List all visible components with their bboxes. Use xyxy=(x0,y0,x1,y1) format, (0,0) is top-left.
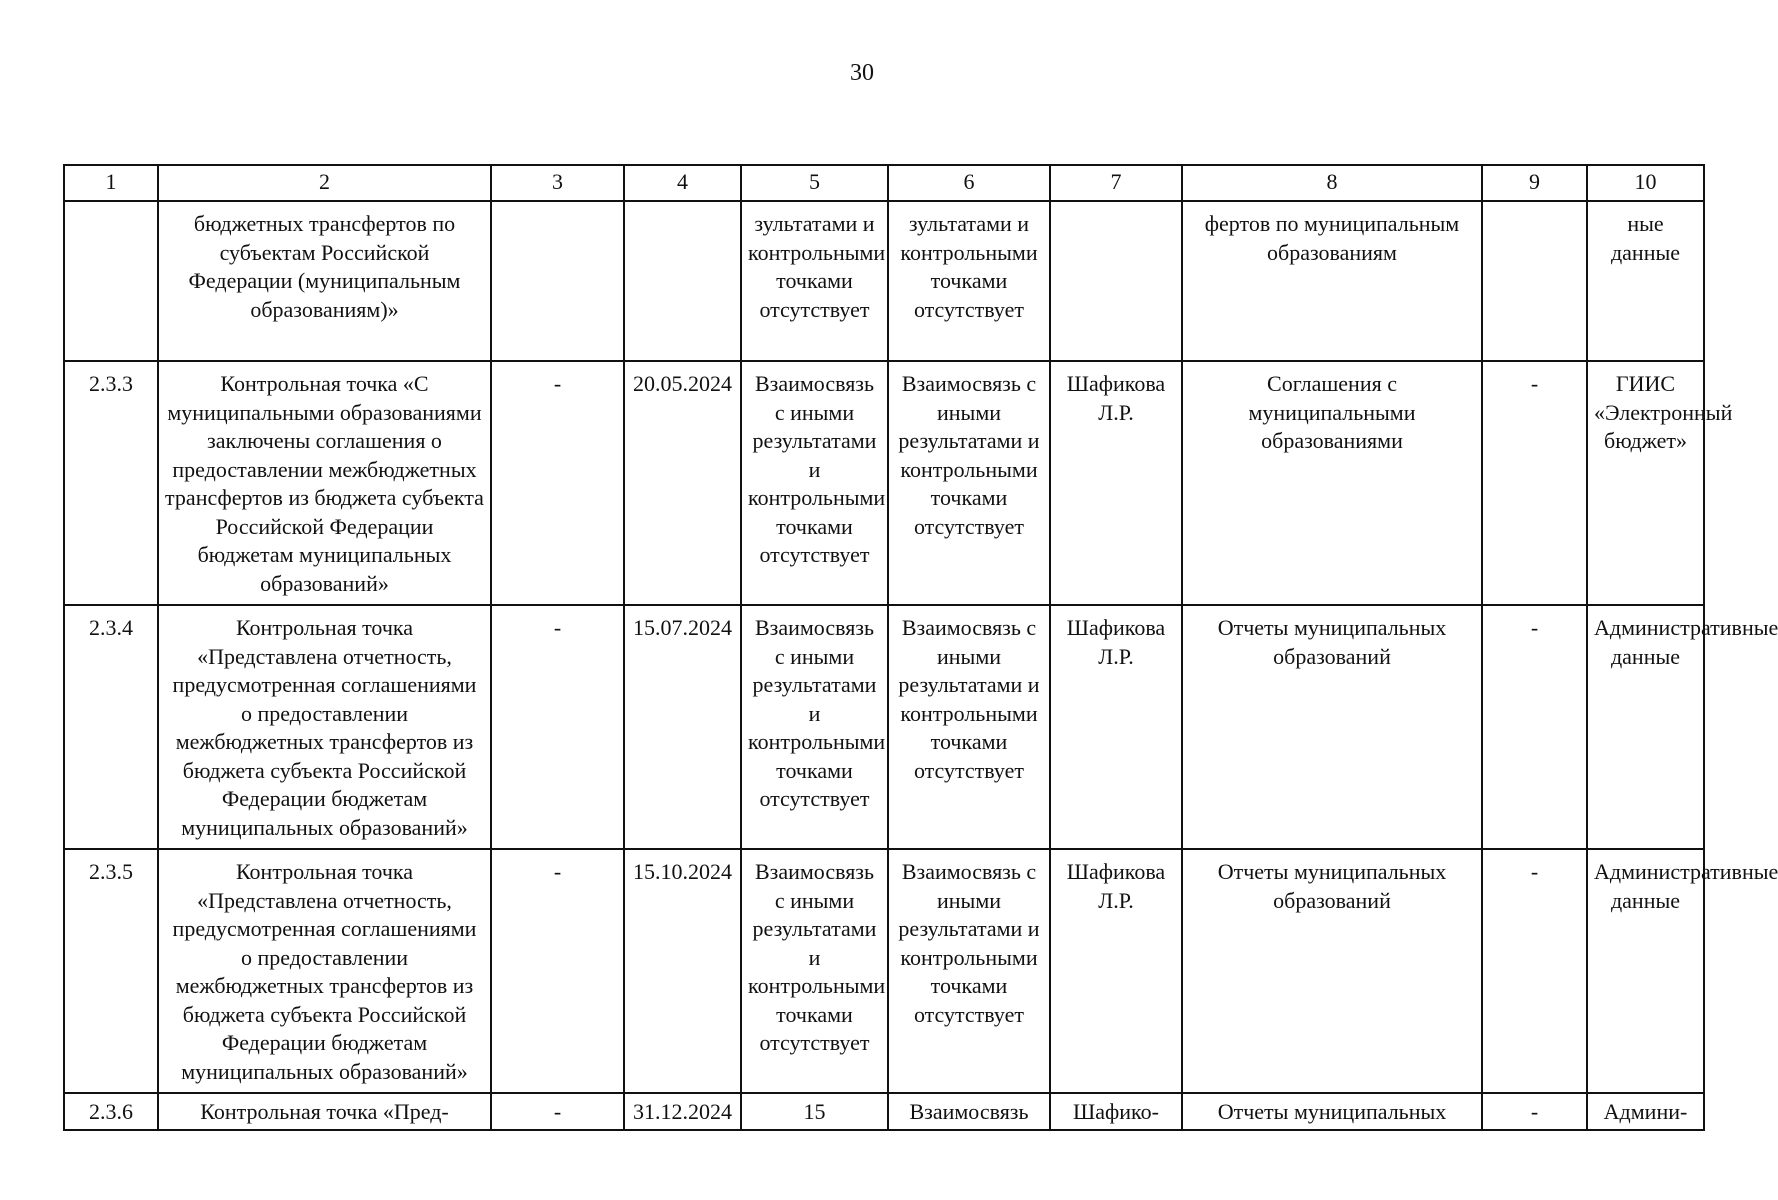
cell-source: Админи- xyxy=(1587,1093,1704,1130)
cell-document: Отчеты муниципальных образований xyxy=(1182,605,1482,849)
cell-source: ГИИС «Электронный бюджет» xyxy=(1587,361,1704,605)
cell-col3: - xyxy=(491,849,624,1093)
cell-number xyxy=(64,201,158,361)
header-row xyxy=(64,165,1704,201)
cell-col3: - xyxy=(491,1093,624,1130)
cell-responsible xyxy=(1050,201,1182,361)
cell-document: фертов по муниципальным образованиям xyxy=(1182,201,1482,361)
cell-number: 2.3.5 xyxy=(64,849,158,1093)
cell-col6: Взаимосвязь с иными результатами и контрольными точками отсутствует xyxy=(888,605,1050,849)
cell-document: Отчеты муниципальных образований xyxy=(1182,849,1482,1093)
cell-col6: Взаимосвязь xyxy=(888,1093,1050,1130)
cell-col9: - xyxy=(1482,605,1587,849)
cell-document: Отчеты муниципальных xyxy=(1182,1093,1482,1130)
cell-name: Контрольная точка «С муниципальными образованиями заключены соглашения о предоставлении межбюджетных трансфертов из бюджета субъекта Российской Федерации бюджетам муниципальных образований» xyxy=(158,361,491,605)
column-header: 5 xyxy=(741,165,888,201)
table-row xyxy=(64,201,1704,361)
cell-responsible: Шафико- xyxy=(1050,1093,1182,1130)
column-header: 7 xyxy=(1050,165,1182,201)
column-header: 4 xyxy=(624,165,741,201)
cell-source: Административные данные xyxy=(1587,849,1704,1093)
cell-date: 15.10.2024 xyxy=(624,849,741,1093)
cell-col5: 15 xyxy=(741,1093,888,1130)
table-row xyxy=(64,605,1704,849)
cell-responsible: Шафикова Л.Р. xyxy=(1050,849,1182,1093)
cell-col9 xyxy=(1482,201,1587,361)
cell-date: 20.05.2024 xyxy=(624,361,741,605)
cell-col5: зультатами и контрольными точками отсутствует xyxy=(741,201,888,361)
cell-col3 xyxy=(491,201,624,361)
column-header: 6 xyxy=(888,165,1050,201)
cell-name: Контрольная точка «Пред- xyxy=(158,1093,491,1130)
column-header: 9 xyxy=(1482,165,1587,201)
cell-responsible: Шафикова Л.Р. xyxy=(1050,361,1182,605)
cell-name: Контрольная точка «Представлена отчетность, предусмотренная соглашениями о предоставлении межбюджетных трансфертов из бюджета субъекта Российской Федерации бюджетам муниципальных образований» xyxy=(158,605,491,849)
cell-number: 2.3.3 xyxy=(64,361,158,605)
cell-date: 15.07.2024 xyxy=(624,605,741,849)
cell-source: ные данные xyxy=(1587,201,1704,361)
cell-col3: - xyxy=(491,605,624,849)
cell-col5: Взаимосвязь с иными результатами и контрольными точками отсутствует xyxy=(741,849,888,1093)
cell-col9: - xyxy=(1482,1093,1587,1130)
column-header: 1 xyxy=(64,165,158,201)
cell-name: Контрольная точка «Представлена отчетность, предусмотренная соглашениями о предоставлении межбюджетных трансфертов из бюджета субъекта Российской Федерации бюджетам муниципальных образований» xyxy=(158,849,491,1093)
column-header: 2 xyxy=(158,165,491,201)
cell-col5: Взаимосвязь с иными результатами и контрольными точками отсутствует xyxy=(741,361,888,605)
cell-col6: зультатами и контрольными точками отсутствует xyxy=(888,201,1050,361)
cell-number: 2.3.4 xyxy=(64,605,158,849)
cell-date xyxy=(624,201,741,361)
cell-number: 2.3.6 xyxy=(64,1093,158,1130)
column-header: 8 xyxy=(1182,165,1482,201)
cell-col6: Взаимосвязь с иными результатами и контрольными точками отсутствует xyxy=(888,361,1050,605)
cell-source: Административные данные xyxy=(1587,605,1704,849)
table-row xyxy=(64,849,1704,1093)
cell-col5: Взаимосвязь с иными результатами и контрольными точками отсутствует xyxy=(741,605,888,849)
plan-table xyxy=(63,164,1778,1131)
cell-col9: - xyxy=(1482,361,1587,605)
cell-col9: - xyxy=(1482,849,1587,1093)
cell-document: Соглашения с муниципальными образованиями xyxy=(1182,361,1482,605)
table-row xyxy=(64,1093,1704,1130)
cell-responsible: Шафикова Л.Р. xyxy=(1050,605,1182,849)
column-header: 10 xyxy=(1587,165,1704,201)
page-number: 30 xyxy=(850,60,874,86)
cell-name: бюджетных трансфертов по субъектам Российской Федерации (муниципальным образованиям)» xyxy=(158,201,491,361)
cell-date: 31.12.2024 xyxy=(624,1093,741,1130)
cell-col6: Взаимосвязь с иными результатами и контрольными точками отсутствует xyxy=(888,849,1050,1093)
column-header: 3 xyxy=(491,165,624,201)
table-row xyxy=(64,361,1704,605)
cell-col3: - xyxy=(491,361,624,605)
